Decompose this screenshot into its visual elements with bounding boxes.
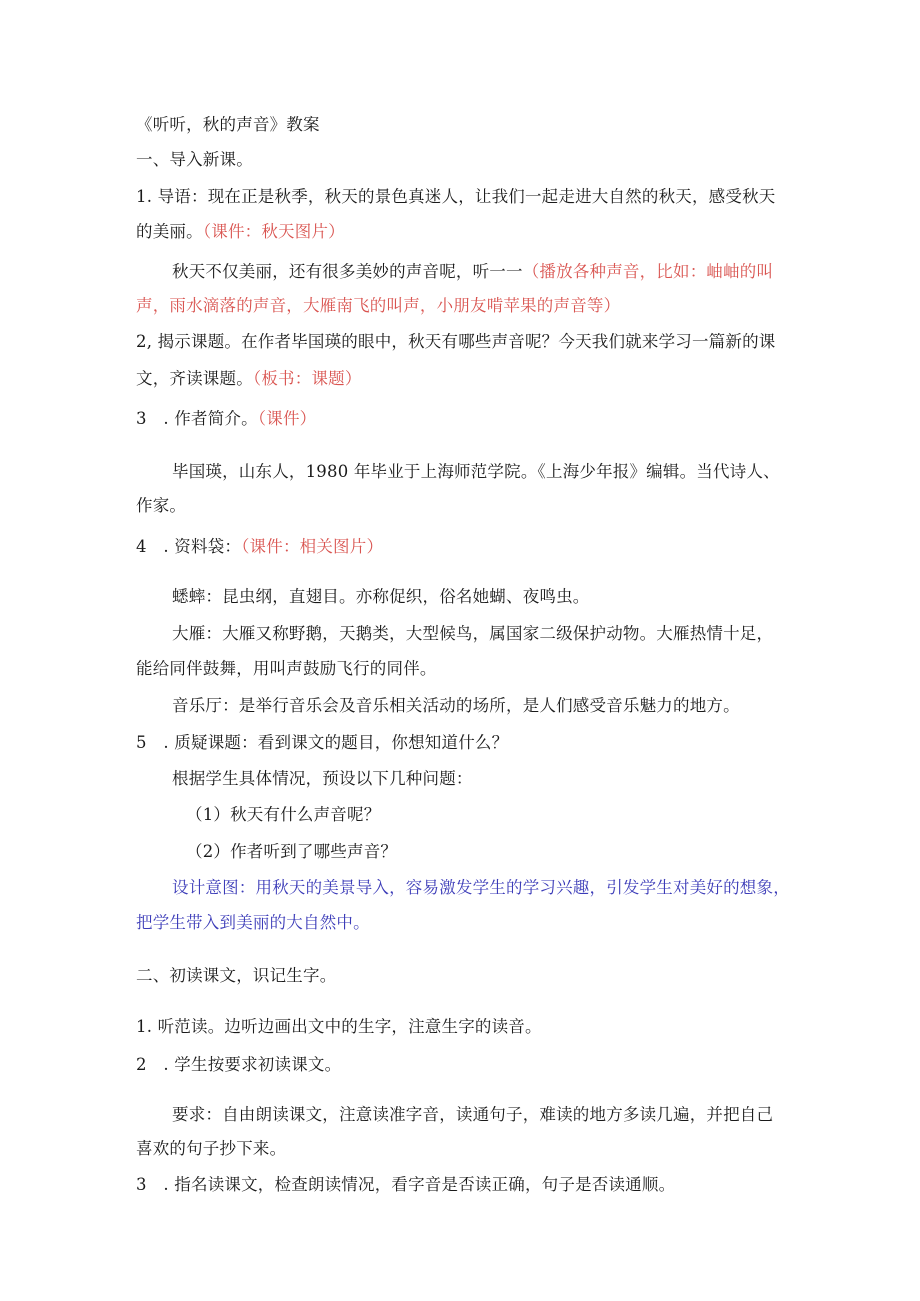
s1-item-1-text: 的美丽。 xyxy=(136,222,203,241)
section-2-heading: 二、初读课文，识记生字。 xyxy=(136,966,337,985)
s1-item-2-text: 文，齐读课题。 xyxy=(136,369,253,388)
s1-question-2: （2）作者听到了哪些声音？ xyxy=(186,842,398,861)
s1-para-4-line-a: 大雁：大雁又称野鹅，天鹅类，大型候鸟，属国家二级保护动物。大雁热情十足， xyxy=(172,624,774,643)
s1-para-3: 蟋蟀：昆虫纲，直翅目。亦称促织，俗名她蝴、夜鸣虫。 xyxy=(172,587,590,606)
s1-para-1-note-b: 声，雨水滴落的声音，大雁南飞的叫声，小朋友啃苹果的声音等） xyxy=(136,296,621,315)
s1-para-4-line-b: 能给同伴鼓舞，用叫声鼓励飞行的同伴。 xyxy=(136,659,437,678)
s1-item-4-note: （课件：相关图片） xyxy=(241,537,384,556)
s2-item-1: 1. 听范读。边听边画出文中的生字，注意生字的读音。 xyxy=(136,1017,542,1036)
s1-item-3-text: 3 . 作者简介。 xyxy=(136,409,258,428)
s1-item-4-text: 4 . 资料袋： xyxy=(136,537,242,556)
s2-item-3: 3 . 指名读课文，检查朗读情况，看字音是否读正确，句子是否读通顺。 xyxy=(136,1175,676,1194)
s1-para-1-line-a xyxy=(172,261,773,283)
s2-item-2: 2 . 学生按要求初读课文。 xyxy=(136,1055,342,1074)
s1-design-intent-line-b: 把学生带入到美丽的大自然中。 xyxy=(136,913,370,932)
s1-item-4 xyxy=(136,536,383,558)
s1-item-3-note: （课件） xyxy=(257,409,317,428)
s1-item-1-line-b xyxy=(136,221,345,243)
s1-para-1-text: 秋天不仅美丽，还有很多美妙的声音呢，听一一 xyxy=(172,262,523,281)
section-1-heading: 一、导入新课。 xyxy=(136,150,253,169)
s1-para-5: 音乐厅：是举行音乐会及音乐相关活动的场所，是人们感受音乐魅力的地方。 xyxy=(172,696,740,715)
s2-para-1-line-a: 要求：自由朗读课文，注意读准字音，读通句子，难读的地方多读几遍，并把自己 xyxy=(172,1105,774,1124)
s1-para-2-line-b: 作家。 xyxy=(136,496,187,515)
s1-item-2-line-a: 2, 揭示课题。在作者毕国瑛的眼中，秋天有哪些声音呢？今天我们就来学习一篇新的课 xyxy=(136,332,776,351)
s1-item-3 xyxy=(136,408,316,430)
doc-title: 《听听，秋的声音》教案 xyxy=(136,115,320,134)
s1-design-intent-line-a: 设计意图：用秋天的美景导入，容易激发学生的学习兴趣，引发学生对美好的想象， xyxy=(172,878,790,897)
s1-item-2-line-b xyxy=(136,368,362,390)
s1-item-5: 5 . 质疑课题：看到课文的题目，你想知道什么？ xyxy=(136,733,509,752)
s1-para-6: 根据学生具体情况，预设以下几种问题： xyxy=(172,769,473,788)
s1-para-2-line-a: 毕国瑛，山东人，1980 年毕业于上海师范学院。《上海少年报》编辑。当代诗人、 xyxy=(172,462,780,481)
s1-item-2-board-note: （板书：课题） xyxy=(252,369,362,388)
s1-item-1-line-a: 1. 导语：现在正是秋季，秋天的景色真迷人，让我们一起走进大自然的秋天，感受秋天 xyxy=(136,187,776,206)
s2-para-1-line-b: 喜欢的句子抄下来。 xyxy=(136,1139,287,1158)
s1-item-1-courseware-note: （课件：秋天图片） xyxy=(202,222,345,241)
s1-question-1: （1）秋天有什么声音呢？ xyxy=(186,805,381,824)
s1-para-1-note-a: （播放各种声音，比如：岫岫的叫 xyxy=(522,262,774,281)
